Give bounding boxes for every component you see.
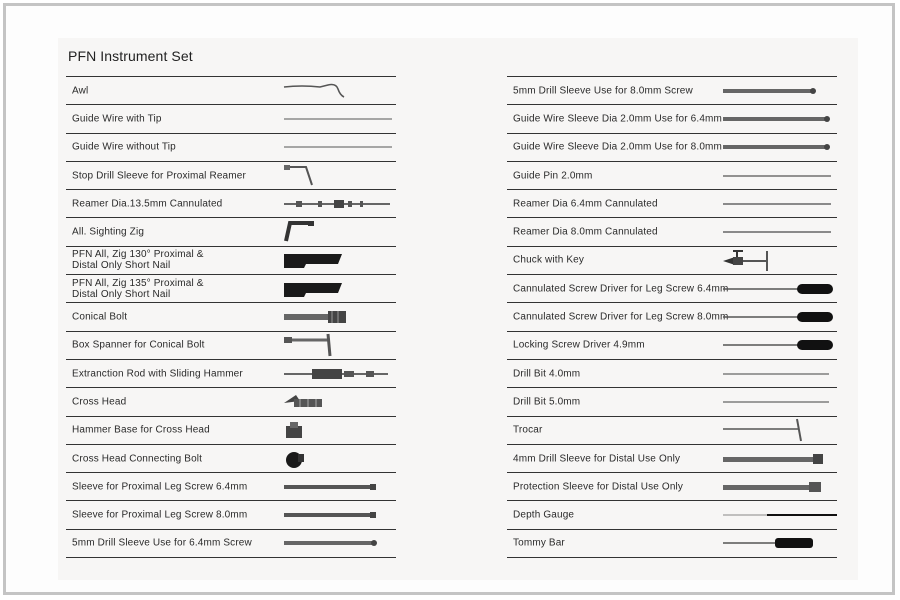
- conical-bolt-icon: [282, 310, 352, 324]
- instrument-name: Cannulated Screw Driver for Leg Screw 8.0mm: [513, 311, 729, 323]
- instrument-name: Trocar: [513, 424, 543, 436]
- instrument-name: Extranction Rod with Sliding Hammer: [72, 368, 243, 380]
- sleeve-icon: [282, 511, 380, 519]
- left-instrument-row: [66, 530, 396, 558]
- instrument-name: Depth Gauge: [513, 509, 575, 521]
- drill-sleeve-icon: [282, 538, 380, 548]
- instrument-name: Stop Drill Sleeve for Proximal Reamer: [72, 170, 246, 182]
- left-instrument-row: [66, 134, 396, 162]
- wire-sleeve-icon: [721, 142, 833, 152]
- instrument-name: Locking Screw Driver 4.9mm: [513, 339, 645, 351]
- instrument-name: Box Spanner for Conical Bolt: [72, 339, 205, 351]
- instrument-name: Sleeve for Proximal Leg Screw 6.4mm: [72, 481, 248, 493]
- right-instrument-row: [507, 360, 837, 388]
- drill-bit-icon: [721, 399, 835, 405]
- left-instrument-row: [66, 247, 396, 275]
- instrument-name: Conical Bolt: [72, 311, 128, 323]
- right-instrument-row: [507, 77, 837, 105]
- distal-sleeve-icon: [721, 453, 827, 465]
- left-instrument-row: [66, 445, 396, 473]
- left-instrument-row: [66, 388, 396, 416]
- zig-block-icon: [282, 250, 344, 270]
- connecting-bolt-icon: [282, 448, 308, 470]
- instrument-name: Reamer Dia 6.4mm Cannulated: [513, 198, 658, 210]
- trocar-icon: [721, 417, 805, 443]
- right-instrument-row: [507, 190, 837, 218]
- right-instrument-row: [507, 332, 837, 360]
- instrument-name: PFN All, Zig 135° Proximal & Distal Only Short Nail: [72, 277, 204, 300]
- reamer-thin-icon: [721, 201, 833, 207]
- left-instrument-row: [66, 218, 396, 246]
- guide-wire-icon: [282, 116, 394, 122]
- instrument-name: Guide Pin 2.0mm: [513, 170, 593, 182]
- screwdriver-icon: [721, 282, 835, 296]
- left-instrument-row: [66, 77, 396, 105]
- instrument-name: All. Sighting Zig: [72, 226, 145, 238]
- reamer-icon: [282, 198, 394, 210]
- drill-bit-icon: [721, 371, 835, 377]
- left-instrument-row: [66, 303, 396, 331]
- left-instrument-row: [66, 360, 396, 388]
- instrument-name: PFN All, Zig 130° Proximal & Distal Only Short Nail: [72, 249, 204, 272]
- page-title: PFN Instrument Set: [68, 48, 193, 64]
- reamer-thin-icon: [721, 229, 833, 235]
- sleeve-icon: [282, 483, 380, 491]
- guide-pin-icon: [721, 173, 833, 179]
- right-instrument-row: [507, 134, 837, 162]
- instrument-name: Awl: [72, 85, 89, 97]
- depth-gauge-icon: [721, 512, 841, 518]
- right-instrument-row: [507, 473, 837, 501]
- left-instrument-row: [66, 332, 396, 360]
- right-instrument-row: [507, 388, 837, 416]
- chuck-key-icon: [721, 247, 779, 273]
- instrument-name: Reamer Dia 8.0mm Cannulated: [513, 226, 658, 238]
- instrument-name: Guide Wire Sleeve Dia 2.0mm Use for 6.4mm: [513, 113, 722, 125]
- instrument-list-right: [507, 76, 837, 558]
- instrument-name: Cross Head Connecting Bolt: [72, 453, 203, 464]
- right-instrument-row: [507, 275, 837, 303]
- left-instrument-row: [66, 473, 396, 501]
- instrument-name: Chuck with Key: [513, 254, 585, 266]
- instrument-name: Hammer Base for Cross Head: [72, 424, 210, 436]
- instrument-name: Guide Wire Sleeve Dia 2.0mm Use for 8.0mm: [513, 141, 722, 153]
- instrument-name: 5mm Drill Sleeve Use for 8.0mm Screw: [513, 85, 693, 97]
- left-instrument-row: [66, 417, 396, 445]
- instrument-name: Guide Wire with Tip: [72, 113, 162, 125]
- protection-sleeve-icon: [721, 481, 825, 493]
- instrument-name: Protection Sleeve for Distal Use Only: [513, 481, 684, 493]
- extraction-rod-icon: [282, 367, 390, 381]
- instrument-name: 4mm Drill Sleeve for Distal Use Only: [513, 453, 681, 464]
- instrument-name: Drill Bit 4.0mm: [513, 368, 581, 380]
- instrument-name: Reamer Dia.13.5mm Cannulated: [72, 198, 223, 210]
- instrument-name: Guide Wire without Tip: [72, 141, 176, 153]
- instrument-name: Cross Head: [72, 396, 127, 408]
- right-instrument-row: [507, 162, 837, 190]
- tommy-bar-icon: [721, 536, 815, 550]
- instrument-name: 5mm Drill Sleeve Use for 6.4mm Screw: [72, 537, 252, 549]
- instrument-list-left: [66, 76, 396, 558]
- left-instrument-row: [66, 501, 396, 529]
- right-instrument-row: [507, 501, 837, 529]
- right-instrument-row: [507, 105, 837, 133]
- wire-sleeve-icon: [721, 114, 833, 124]
- right-instrument-row: [507, 247, 837, 275]
- left-instrument-row: [66, 162, 396, 190]
- box-spanner-icon: [282, 332, 338, 358]
- zig-block-icon: [282, 279, 344, 299]
- right-instrument-row: [507, 218, 837, 246]
- screwdriver-icon: [721, 310, 835, 324]
- hammer-base-icon: [282, 420, 308, 440]
- guide-wire-icon: [282, 144, 394, 150]
- right-instrument-row: [507, 417, 837, 445]
- right-instrument-row: [507, 530, 837, 558]
- sighting-zig-icon: [282, 219, 322, 245]
- drill-sleeve-icon: [721, 86, 819, 96]
- screwdriver-icon: [721, 338, 835, 352]
- cross-head-icon: [282, 391, 326, 413]
- right-instrument-row: [507, 303, 837, 331]
- left-instrument-row: [66, 190, 396, 218]
- left-instrument-row: [66, 105, 396, 133]
- stop-drill-sleeve-icon: [282, 163, 322, 189]
- left-instrument-row: [66, 275, 396, 303]
- awl-icon: [282, 81, 352, 101]
- instrument-name: Drill Bit 5.0mm: [513, 396, 581, 408]
- instrument-name: Tommy Bar: [513, 537, 565, 549]
- right-instrument-row: [507, 445, 837, 473]
- instrument-name: Sleeve for Proximal Leg Screw 8.0mm: [72, 509, 248, 521]
- instrument-name: Cannulated Screw Driver for Leg Screw 6.4mm: [513, 283, 729, 295]
